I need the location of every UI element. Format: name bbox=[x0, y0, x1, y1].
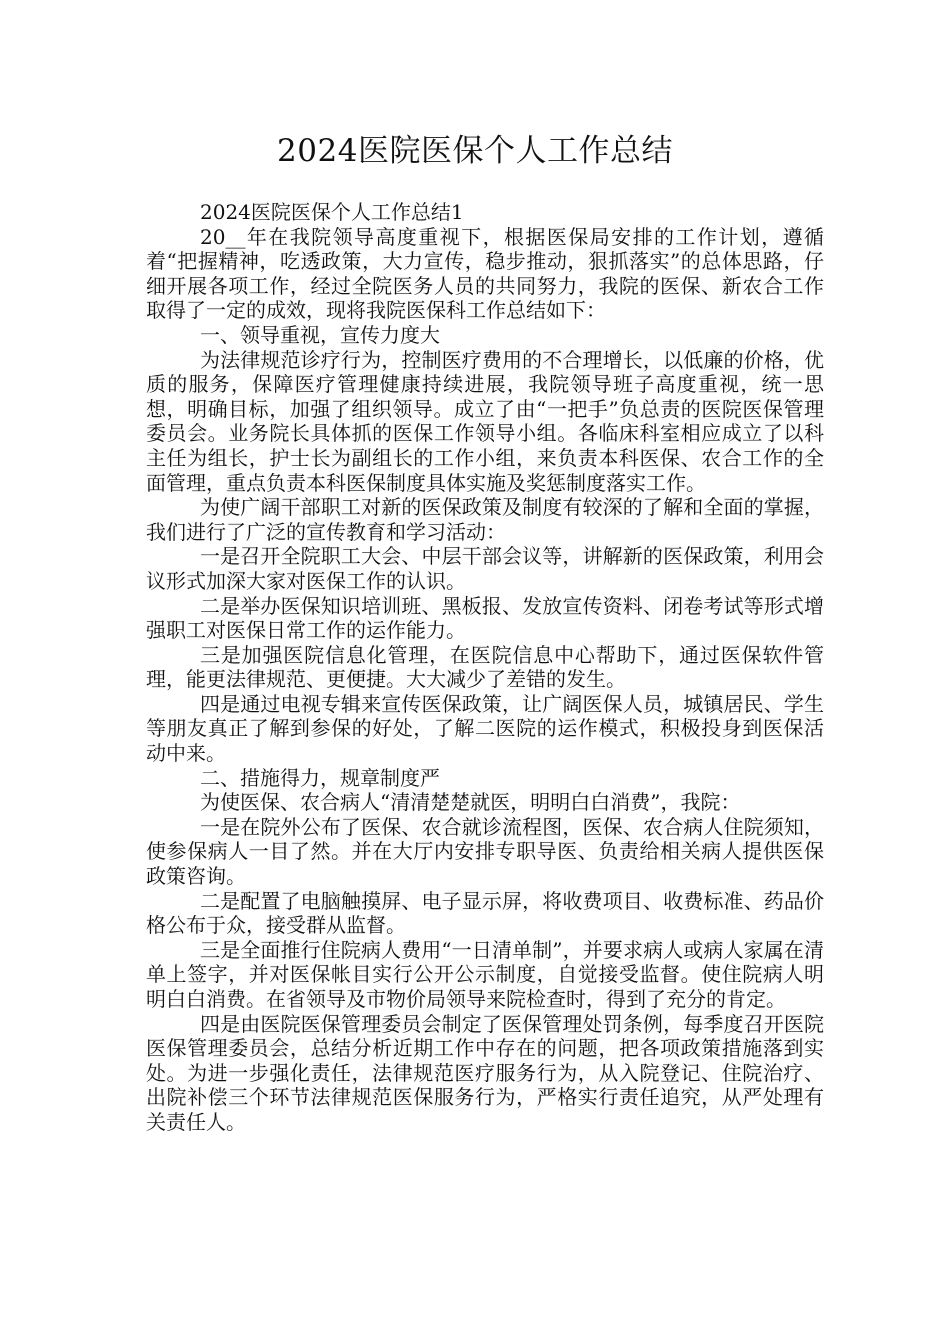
paragraph: 为使广阔干部职工对新的医保政策及制度有较深的了解和全面的掌握，我们进行了广泛的宣传教育和学习活动： bbox=[146, 495, 824, 544]
paragraph: 三是全面推行住院病人费用“一日清单制”，并要求病人或病人家属在清单上签字，并对医保帐目实行公开公示制度，自觉接受监督。使住院病人明明白白消费。在省领导及市物价局领导来院检查时，得到了充分的肯定。 bbox=[146, 937, 824, 1011]
document-title: 2024医院医保个人工作总结 bbox=[277, 133, 673, 169]
section-heading-2: 二、措施得力，规章制度严 bbox=[200, 765, 440, 790]
document-body bbox=[146, 200, 824, 1135]
paragraph: 四是通过电视专辑来宣传医保政策，让广阔医保人员，城镇居民、学生等朋友真正了解到参保的好处，了解二医院的运作模式，积极投身到医保活动中来。 bbox=[146, 691, 824, 766]
paragraph: 二是配置了电脑触摸屏、电子显示屏，将收费项目、收费标准、药品价格公布于众，接受群从监督。 bbox=[146, 888, 824, 938]
paragraph: 四是由医院医保管理委员会制定了医保管理处罚条例，每季度召开医院医保管理委员会，总结分析近期工作中存在的问题，把各项政策措施落到实处。为进一步强化责任，法律规范医疗服务行为，从入院登记、住院治疗、出院补偿三个环节法律规范医保服务行为，严格实行责任追究，从严处理有关责任人。 bbox=[146, 1011, 824, 1134]
paragraph: 一是召开全院职工大会、中层干部会议等，讲解新的医保政策，利用会议形式加深大家对医保工作的认识。 bbox=[146, 544, 824, 593]
paragraph-intro: 20__年在我院领导高度重视下，根据医保局安排的工作计划，遵循着“把握精神，吃透政策，大力宣传，稳步推动，狠抓落实”的总体思路，仔细开展各项工作，经过全院医务人员的共同努力，我院的医保、新农合工作取得了一定的成效，现将我院医保科工作总结如下： bbox=[146, 224, 824, 323]
paragraph: 为法律规范诊疗行为，控制医疗费用的不合理增长，以低廉的价格，优质的服务，保障医疗管理健康持续进展，我院领导班子高度重视，统一思想，明确目标，加强了组织领导。成立了由“一把手”负总责的医院医保管理委员会。业务院长具体抓的医保工作领导小组。各临床科室相应成立了以科主任为组长，护士长为副组长的工作小组，来负责本科医保、农合工作的全面管理，重点负责本科医保制度具体实施及奖惩制度落实工作。 bbox=[146, 347, 824, 495]
paragraph: 一是在院外公布了医保、农合就诊流程图，医保、农合病人住院须知，使参保病人一目了然。并在大厅内安排专职导医、负责给相关病人提供医保政策咨询。 bbox=[146, 814, 824, 889]
section-heading-1: 一、领导重视，宣传力度大 bbox=[200, 322, 440, 347]
paragraph: 三是加强医院信息化管理，在医院信息中心帮助下，通过医保软件管理，能更法律规范、更便捷。大大减少了差错的发生。 bbox=[146, 642, 824, 692]
paragraph: 二是举办医保知识培训班、黑板报、发放宣传资料、闭卷考试等形式增强职工对医保日常工作的运作能力。 bbox=[146, 593, 824, 643]
paragraph: 为使医保、农合病人“清清楚楚就医，明明白白消费”，我院： bbox=[200, 790, 741, 815]
section-subtitle: 2024医院医保个人工作总结1 bbox=[200, 200, 464, 224]
